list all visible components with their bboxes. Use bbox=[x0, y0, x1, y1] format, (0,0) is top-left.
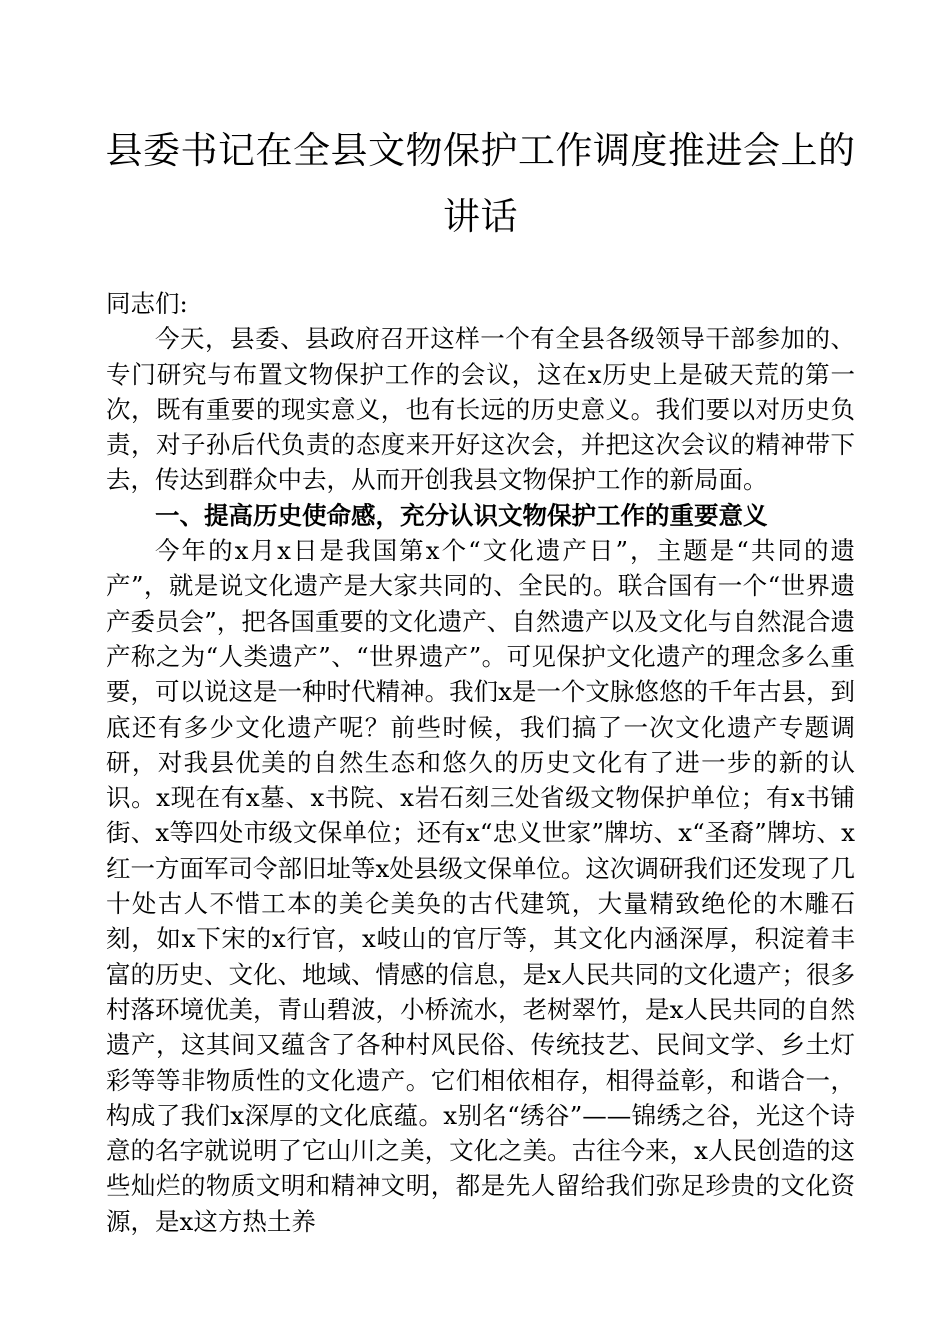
document-title: 县委书记在全县文物保护工作调度推进会上的讲话 bbox=[105, 129, 856, 238]
document-body bbox=[106, 286, 855, 1239]
opening-paragraph: 今天，县委、县政府召开这样一个有全县各级领导干部参加的、专门研究与布置文物保护工作的会议，这在x历史上是破天荒的第一次，既有重要的现实意义，也有长远的历史意义。我们要以对历史负责，对子孙后代负责的态度来开好这次会，并把这次会议的精神带下去，传达到群众中去，从而开创我县文物保护工作的新局面。 bbox=[106, 324, 855, 495]
section-heading: 一、提高历史使命感，充分认识文物保护工作的重要意义 bbox=[155, 500, 768, 530]
section-paragraph: 今年的x月x日是我国第x个“文化遗产日”，主题是“共同的遗产”，就是说文化遗产是大家共同的、全民的。联合国有一个“世界遗产委员会”，把各国重要的文化遗产、自然遗产以及文化与自然混合遗产称之为“人类遗产”、“世界遗产”。可见保护文化遗产的理念多么重要，可以说这是一种时代精神。我们x是一个文脉悠悠的千年古县，到底还有多少文化遗产呢？前些时候，我们搞了一次文化遗产专题调研，对我县优美的自然生态和悠久的历史文化有了进一步的新的认识。x现在有x墓、x书院、x岩石刻三处省级文物保护单位；有x书铺街、x等四处市级文保单位；还有x“忠义世家”牌坊、x“圣裔”牌坊、x红一方面军司令部旧址等x处县级文保单位。这次调研我们还发现了几十处古人不惜工本的美仑美奂的古代建筑，大量精致绝伦的木雕石刻，如x下宋的x行官，x岐山的官厅等，其文化内涵深厚，积淀着丰富的历史、文化、地域、情感的信息，是x人民共同的文化遗产；很多村落环境优美，青山碧波，小桥流水，老树翠竹，是x人民共同的自然遗产，这其间又蕴含了各种村风民俗、传统技艺、民间文学、乡土灯彩等等非物质性的文化遗产。它们相依相存，相得益彰，和谐合一，构成了我们x深厚的文化底蕴。x别名“绣谷”——锦绣之谷，光这个诗意的名字就说明了它山川之美，文化之美。古往今来，x人民创造的这些灿烂的物质文明和精神文明，都是先人留给我们弥足珍贵的文化资源，是x这方热土养 bbox=[106, 536, 855, 1236]
salutation: 同志们: bbox=[106, 289, 188, 318]
